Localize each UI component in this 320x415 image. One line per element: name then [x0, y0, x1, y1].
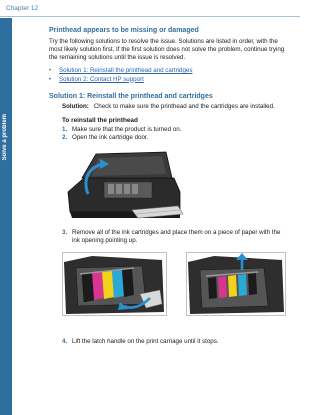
solution-links: [49, 67, 285, 84]
step-text: Make sure that the product is turned on.: [72, 126, 182, 133]
solution-line: [49, 103, 285, 111]
step-item: [62, 338, 282, 346]
step-text: Open the ink cartridge door.: [72, 134, 149, 141]
header-divider: [0, 16, 300, 17]
steps-list: [49, 126, 285, 142]
section-title: Printhead appears to be missing or damaged: [49, 27, 199, 34]
solution-link-item: [49, 76, 285, 85]
step-item: [62, 126, 285, 134]
step-number: 2.: [62, 134, 68, 141]
main-content: [49, 27, 285, 142]
side-tab: [0, 18, 12, 415]
solution-1-title: Solution 1: Reinstall the printhead and cartridges: [49, 93, 213, 100]
bullet-icon: •: [49, 75, 52, 83]
step-item: [62, 134, 285, 142]
solution-1-link[interactable]: Solution 1: Reinstall the printhead and cartridges: [59, 67, 193, 74]
step-item: [62, 229, 282, 245]
step-text: Remove all of the ink cartridges and place them on a piece of paper with the ink opening pointing up.: [72, 229, 281, 244]
solution-label: Solution:: [62, 103, 89, 110]
cartridges-removed-illustration: [186, 252, 286, 316]
remove-cartridges-illustration: [62, 252, 167, 316]
solution-link-item: [49, 67, 285, 76]
solution-text: Check to make sure the printhead and the cartridges are installed.: [93, 103, 275, 110]
solution-2-link[interactable]: Solution 2: Contact HP support: [59, 75, 144, 83]
step-number: 4.: [62, 338, 68, 345]
chapter-header: Chapter 12: [6, 5, 39, 12]
printer-door-open-illustration: [62, 148, 184, 222]
bullet-icon: •: [49, 67, 52, 74]
section-intro: Try the following solutions to resolve the issue. Solutions are listed in order, with the most likely solution first. If the first solution does not solve the problem, continue trying the remaining solutions until the issue is resolved.: [49, 38, 285, 61]
step-number: 1.: [62, 126, 68, 133]
step-text: Lift the latch handle on the print carriage until it stops.: [72, 338, 219, 345]
side-tab-label: Solve a problem: [2, 114, 8, 161]
step-number: 3.: [62, 229, 68, 236]
procedure-title: To reinstall the printhead: [62, 117, 138, 124]
